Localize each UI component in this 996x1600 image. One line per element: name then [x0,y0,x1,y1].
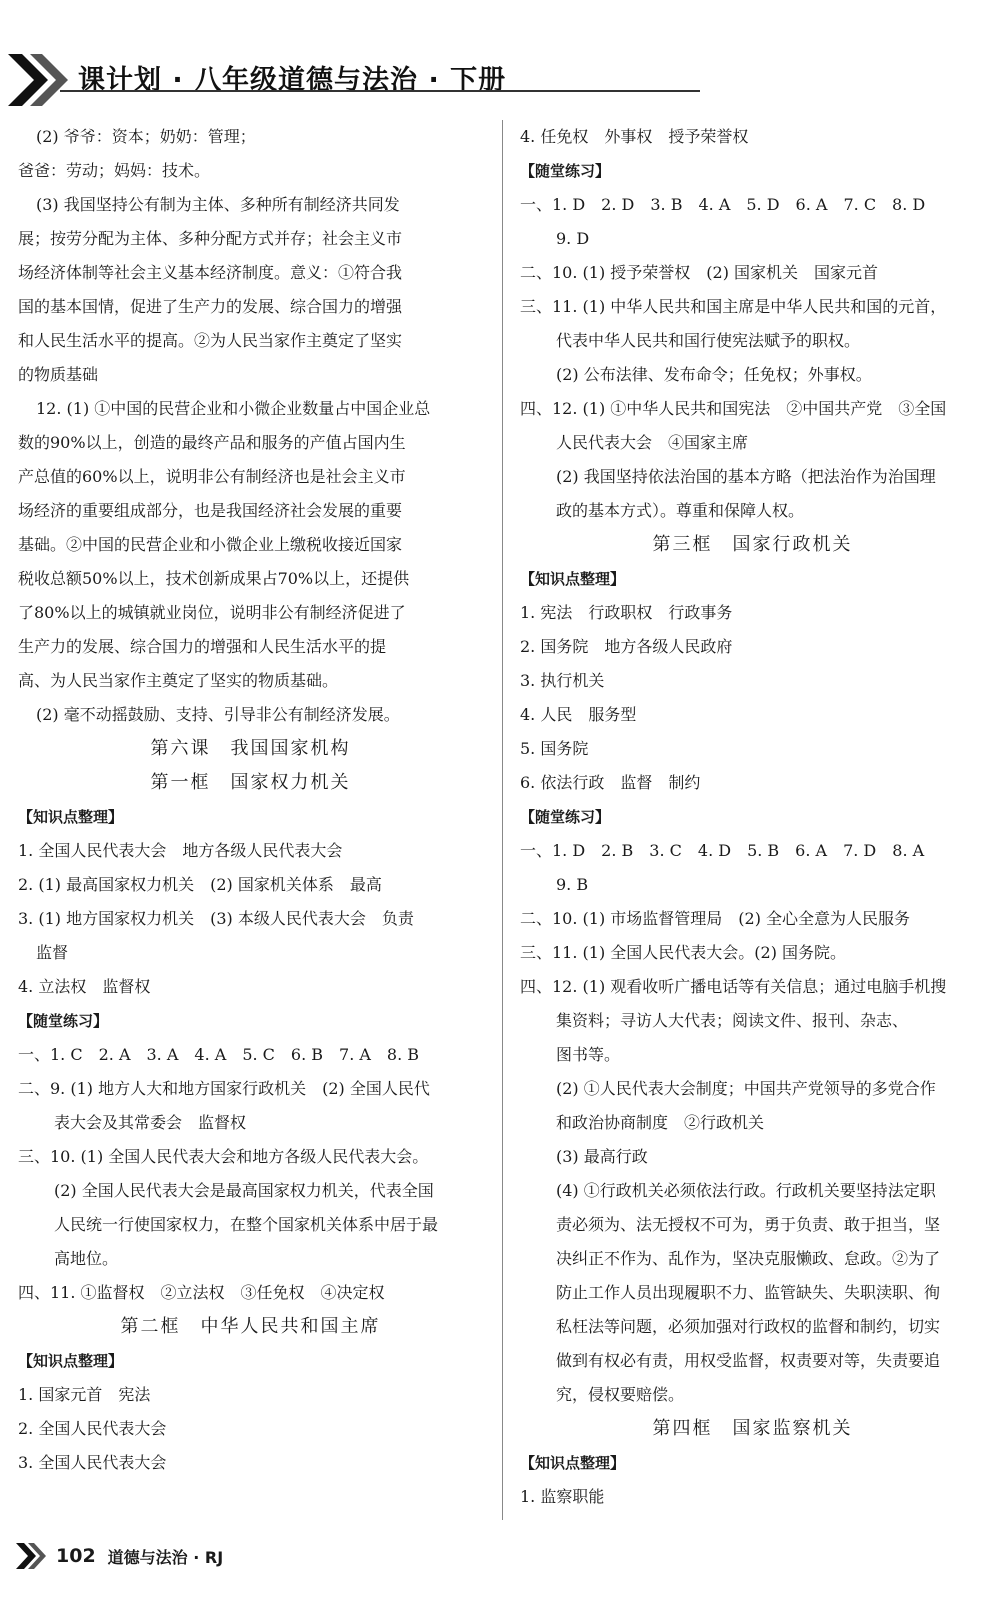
section-label: 【随堂练习】 [18,1012,109,1030]
section-label: 【随堂练习】 [520,162,611,180]
header-rule [60,90,700,92]
text-line: 责必须为、法无授权不可为，勇于负责、敢于担当，坚 [556,1215,941,1234]
right-column [520,120,985,1514]
section-heading: 第四框 国家监察机关 [652,1418,853,1439]
text-line: (3) 最高行政 [556,1147,648,1166]
text-line: 6. 依法行政 监督 制约 [520,773,701,792]
text-line: 的物质基础 [18,365,99,384]
text-line: 一、1. C 2. A 3. A 4. A 5. C 6. B 7. A 8. B [18,1045,420,1064]
text-line: 9. D [556,229,590,248]
section-label: 【知识点整理】 [18,1352,124,1370]
page-header [0,0,996,100]
text-line: (4) ①行政机关必须依法行政。行政机关要坚持法定职 [556,1181,936,1200]
text-line: (2) ①人民代表大会制度；中国共产党领导的多党合作 [556,1079,936,1098]
text-line: 4. 立法权 监督权 [18,977,151,996]
text-line: (2) 爷爷：资本；奶奶：管理； [36,127,256,146]
section-label: 【知识点整理】 [18,808,124,826]
text-line: 四、12. (1) 观看收听广播电话等有关信息；通过电脑手机搜 [520,977,947,996]
text-line: 3. (1) 地方国家权力机关 (3) 本级人民代表大会 负责 [18,909,414,928]
section-label: 【知识点整理】 [520,1454,626,1472]
text-line: 场经济的重要组成部分，也是我国经济社会发展的重要 [18,501,403,520]
text-line: 2. 全国人民代表大会 [18,1419,167,1438]
text-line: 基础。②中国的民营企业和小微企业上缴税收接近国家 [18,535,403,554]
text-line: 图书等。 [556,1045,621,1064]
text-line: 监督 [36,943,69,962]
footer-subject: 道德与法治 · RJ [107,1547,224,1567]
text-line: 3. 全国人民代表大会 [18,1453,167,1472]
text-line: 四、11. ①监督权 ②立法权 ③任免权 ④决定权 [18,1283,385,1302]
section-label: 【知识点整理】 [520,570,626,588]
text-line: 了80%以上的城镇就业岗位，说明非公有制经济促进了 [18,603,406,622]
text-line: (2) 全国人民代表大会是最高国家权力机关，代表全国 [54,1181,434,1200]
text-line: 2. 国务院 地方各级人民政府 [520,637,733,656]
section-label: 【随堂练习】 [520,808,611,826]
text-line: 1. 监察职能 [520,1487,605,1506]
text-line: 一、1. D 2. D 3. B 4. A 5. D 6. A 7. C 8. D [520,195,926,214]
text-line: 高地位。 [54,1249,119,1268]
section-heading: 第一框 国家权力机关 [150,772,351,793]
chevron-logo-icon [8,50,70,108]
text-line: 9. B [556,875,589,894]
section-heading: 第六课 我国国家机构 [150,738,351,759]
text-line: 二、10. (1) 市场监督管理局 (2) 全心全意为人民服务 [520,909,911,928]
page-number: 102 [56,1545,96,1567]
text-line: (3) 我国坚持公有制为主体、多种所有制经济共同发 [36,195,400,214]
text-line: 和政治协商制度 ②行政机关 [556,1113,765,1132]
text-line: 私枉法等问题，必须加强对行政权的监督和制约，切实 [556,1317,941,1336]
text-line: 决纠正不作为、乱作为，坚决克服懒政、怠政。②为了 [556,1249,941,1268]
text-line: 三、11. (1) 中华人民共和国主席是中华人民共和国的元首， [520,297,947,316]
chevron-footer-icon [14,1541,50,1571]
text-line: 人民统一行使国家权力，在整个国家机关体系中居于最 [54,1215,439,1234]
text-line: 究，侵权要赔偿。 [556,1385,685,1404]
text-line: 2. (1) 最高国家权力机关 (2) 国家机关体系 最高 [18,875,382,894]
text-line: 1. 国家元首 宪法 [18,1385,151,1404]
text-line: 展；按劳分配为主体、多种分配方式并存；社会主义市 [18,229,403,248]
text-line: 国的基本国情，促进了生产力的发展、综合国力的增强 [18,297,403,316]
header-title: 课计划 · 八年级道德与法治 · 下册 [78,65,507,96]
text-line: 做到有权必有责，用权受监督，权责要对等，失责要追 [556,1351,941,1370]
text-line: 4. 人民 服务型 [520,705,637,724]
text-line: (2) 毫不动摇鼓励、支持、引导非公有制经济发展。 [36,705,400,724]
text-line: 表大会及其常委会 监督权 [54,1113,247,1132]
text-line: 高、为人民当家作主奠定了坚实的物质基础。 [18,671,339,690]
text-line: 4. 任免权 外事权 授予荣誉权 [520,127,749,146]
text-line: 爸爸：劳动；妈妈：技术。 [18,161,211,180]
text-line: 四、12. (1) ①中华人民共和国宪法 ②中国共产党 ③全国 [520,399,947,418]
text-line: 集资料；寻访人大代表；阅读文件、报刊、杂志、 [556,1011,909,1030]
text-line: 数的90%以上，创造的最终产品和服务的产值占国内生 [18,433,406,452]
text-line: (2) 公布法律、发布命令；任免权；外事权。 [556,365,872,384]
text-line: 二、9. (1) 地方人大和地方国家行政机关 (2) 全国人民代 [18,1079,430,1098]
text-line: 12. (1) ①中国的民营企业和小微企业数量占中国企业总 [36,399,431,418]
text-line: 代表中华人民共和国行使宪法赋予的职权。 [556,331,861,350]
text-line: 产总值的60%以上，说明非公有制经济也是社会主义市 [18,467,406,486]
text-line: 1. 全国人民代表大会 地方各级人民代表大会 [18,841,343,860]
section-heading: 第三框 国家行政机关 [652,534,853,555]
text-line: (2) 我国坚持依法治国的基本方略（把法治作为治国理 [556,467,936,486]
text-line: 5. 国务院 [520,739,589,758]
text-line: 三、10. (1) 全国人民代表大会和地方各级人民代表大会。 [18,1147,429,1166]
text-line: 和人民生活水平的提高。②为人民当家作主奠定了坚实 [18,331,403,350]
text-line: 场经济体制等社会主义基本经济制度。意义：①符合我 [18,263,403,282]
text-line: 二、10. (1) 授予荣誉权 (2) 国家机关 国家元首 [520,263,879,282]
page-footer [14,1538,223,1574]
column-divider [502,120,503,1520]
text-line: 一、1. D 2. B 3. C 4. D 5. B 6. A 7. D 8. A [520,841,925,860]
text-line: 3. 执行机关 [520,671,605,690]
text-line: 政的基本方式）。尊重和保障人权。 [556,501,805,520]
text-line: 三、11. (1) 全国人民代表大会。(2) 国务院。 [520,943,847,962]
text-line: 1. 宪法 行政职权 行政事务 [520,603,733,622]
text-line: 人民代表大会 ④国家主席 [556,433,749,452]
left-column [18,120,483,1480]
text-line: 防止工作人员出现履职不力、监管缺失、失职渎职、徇 [556,1283,941,1302]
text-line: 税收总额50%以上，技术创新成果占70%以上，还提供 [18,569,410,588]
text-line: 生产力的发展、综合国力的增强和人民生活水平的提 [18,637,387,656]
section-heading: 第二框 中华人民共和国主席 [120,1316,381,1337]
